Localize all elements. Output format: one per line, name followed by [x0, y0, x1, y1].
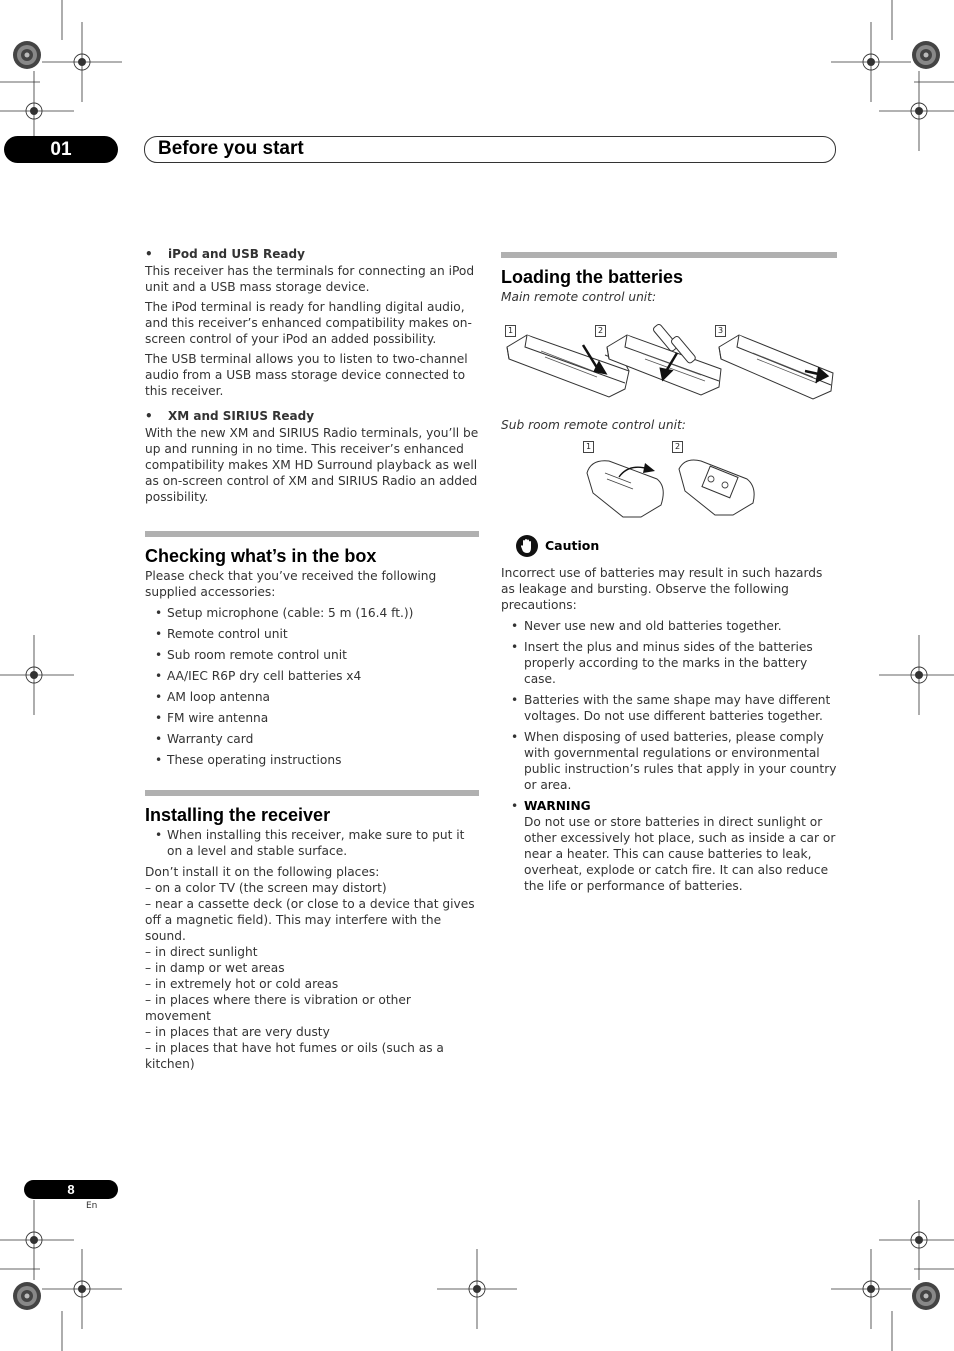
list-item: • Remote control unit: [145, 626, 479, 642]
chapter-number-badge: [4, 136, 118, 163]
install-section-title: Installing the receiver: [145, 805, 331, 825]
list-item: • AA/IEC R6P dry cell batteries x4: [145, 668, 479, 684]
main-remote-figure: [501, 309, 837, 409]
warning-item: [501, 798, 837, 894]
caution-hand-icon: [516, 535, 538, 557]
list-item: • Setup microphone (cable: 5 m (16.4 ft.)): [145, 605, 479, 621]
place-line: – in places that are very dusty: [145, 1025, 330, 1039]
place-line: – near a cassette deck (or close to a device that gives off a magnetic field). This may interfere with the sound.: [145, 897, 475, 943]
remote-illustration: [501, 309, 837, 409]
install-bullets: [145, 827, 479, 859]
xm-sirius-heading: • XM and SIRIUS Ready: [145, 409, 315, 423]
section-divider: [145, 790, 479, 796]
step-number: 2: [595, 325, 606, 337]
chapter-title: Before you start: [158, 138, 304, 159]
chapter-title-box: [144, 136, 836, 163]
list-item: • Insert the plus and minus sides of the batteries properly according to the marks in the battery case.: [501, 639, 837, 687]
sub-remote-figure: [501, 435, 837, 521]
step-number: 1: [505, 325, 516, 337]
box-intro: Please check that you’ve received the following supplied accessories:: [145, 569, 437, 599]
section-divider: [501, 252, 837, 258]
ipod-usb-heading: • iPod and USB Ready: [145, 247, 305, 261]
ipod-paragraph-2: The iPod terminal is ready for handling digital audio, and this receiver’s enhanced compatibility makes on-screen control of your iPod an added possibility.: [145, 300, 472, 346]
box-section-title: Checking what’s in the box: [145, 546, 377, 566]
list-item: • These operating instructions: [145, 752, 479, 768]
warning-heading: • WARNING: [524, 799, 591, 813]
caution-header: [516, 535, 837, 557]
caution-list: [501, 618, 837, 894]
install-places-intro: Don’t install it on the following places:: [145, 865, 380, 879]
chapter-number: 01: [50, 138, 72, 160]
step-number: 3: [715, 325, 726, 337]
list-item: • When disposing of used batteries, please comply with governmental regulations or environmental public instruction’s rules that apply in your country or area.: [501, 729, 837, 793]
place-line: – in extremely hot or cold areas: [145, 977, 339, 991]
sub-remote-label: Sub room remote control unit:: [501, 418, 686, 432]
page-language: En: [86, 1201, 98, 1211]
caution-intro: Incorrect use of batteries may result in such hazards as leakage and bursting. Observe the following precautions:: [501, 566, 823, 612]
page-number: 8: [67, 1182, 75, 1197]
page-number-badge: [24, 1180, 118, 1199]
left-column: [145, 246, 479, 1072]
ipod-paragraph-1: This receiver has the terminals for connecting an iPod unit and a USB mass storage device.: [145, 264, 475, 294]
sub-remote-illustration: [501, 435, 837, 521]
list-item: • Sub room remote control unit: [145, 647, 479, 663]
place-line: – in places where there is vibration or other movement: [145, 993, 411, 1023]
step-number: 1: [583, 441, 594, 453]
list-item: • FM wire antenna: [145, 710, 479, 726]
list-item: • AM loop antenna: [145, 689, 479, 705]
main-remote-label: Main remote control unit:: [501, 290, 657, 304]
place-line: – on a color TV (the screen may distort): [145, 881, 387, 895]
xm-paragraph: With the new XM and SIRIUS Radio terminals, you’ll be up and running in no time. This receiver’s enhanced compatibility makes XM HD Surround playback as well as on-screen control of XM and SIRIUS Radio an added possibility.: [145, 426, 479, 504]
box-contents-list: [145, 605, 479, 768]
list-item: • When installing this receiver, make sure to put it on a level and stable surface.: [145, 827, 479, 859]
right-column: [501, 252, 837, 899]
caution-label: Caution: [545, 538, 600, 553]
warning-text: Do not use or store batteries in direct sunlight or other excessively hot place, such as inside a car or near a heater. This can cause batteries to leak, overheat, explode or catch fire. It can also reduce the life or performance of batteries.: [524, 815, 836, 893]
place-line: – in places that have hot fumes or oils (such as a kitchen): [145, 1041, 444, 1071]
install-places: [145, 864, 479, 1072]
place-line: – in direct sunlight: [145, 945, 258, 959]
batteries-section-title: Loading the batteries: [501, 267, 684, 287]
section-divider: [145, 531, 479, 537]
list-item: • Never use new and old batteries together.: [501, 618, 837, 634]
step-number: 2: [672, 441, 683, 453]
list-item: • Warranty card: [145, 731, 479, 747]
ipod-paragraph-3: The USB terminal allows you to listen to two-channel audio from a USB mass storage device connected to this receiver.: [145, 352, 468, 398]
list-item: • Batteries with the same shape may have different voltages. Do not use different batteries together.: [501, 692, 837, 724]
place-line: – in damp or wet areas: [145, 961, 285, 975]
